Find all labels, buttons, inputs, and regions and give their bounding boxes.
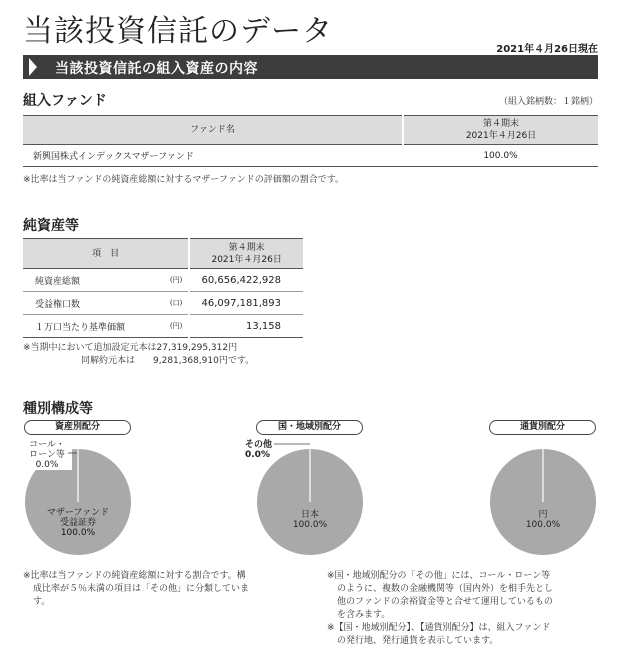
table-row — [23, 315, 303, 338]
net-assets-note-2: 同解約元本は 9,281,368,910円です。 — [81, 356, 255, 366]
region-allocation-pie — [256, 448, 364, 556]
pie-label-value: 100.0% — [525, 520, 561, 530]
pie-label-line: マザーファンド — [46, 508, 110, 518]
composition-note-right — [327, 570, 617, 648]
col-header-period-date: 2021年４月26日 — [465, 131, 537, 141]
funds-heading: 組入ファンド — [23, 93, 107, 109]
pie-label-value: 100.0% — [60, 528, 96, 538]
col-header-period-label: 第４期末 — [228, 242, 265, 253]
note-line: ※比率は当ファンドの純資産総額に対する割合です。構 — [23, 571, 246, 581]
pie-label-line: ローン等 — [29, 450, 65, 460]
fund-name-cell: 新興国株式インデックスマザーファンド — [23, 145, 403, 167]
net-assets-note-1: ※当期中において追加設定元本は27,319,295,312円 — [23, 343, 238, 353]
banner-title: 当該投資信託の組入資産の内容 — [55, 61, 258, 77]
section-banner — [23, 55, 598, 79]
note-line: 他のファンドの余裕資金等と合せて運用しているもの — [337, 597, 553, 607]
pie-label-japan — [275, 510, 345, 530]
col-header-period-date: 2021年４月26日 — [211, 254, 282, 265]
pie-label-mother-fund — [33, 508, 123, 538]
fund-value-cell: 100.0% — [403, 145, 598, 167]
composition-heading: 種別構成等 — [23, 401, 93, 417]
note-line: す。 — [33, 597, 51, 607]
row-value: 60,656,422,928 — [189, 269, 303, 292]
net-assets-heading: 純資産等 — [23, 218, 79, 234]
pie-label-value: 100.0% — [292, 520, 328, 530]
note-line: 成比率が５％未満の項目は「その他」に分類していま — [33, 584, 250, 594]
row-value: 46,097,181,893 — [189, 292, 303, 315]
pie-label-line: 受益証券 — [59, 518, 96, 528]
table-header-row — [23, 239, 303, 269]
col-header-period-label: 第４期末 — [482, 119, 519, 129]
pie-label-line: コール・ — [29, 440, 65, 450]
pie-label-line: 円 — [538, 510, 548, 520]
chevron-right-icon — [23, 55, 49, 79]
pie-label-line: その他 — [245, 440, 273, 450]
asset-allocation-title: 資産別配分 — [24, 420, 131, 435]
note-line: のように、複数の金融機関等（国内外）を相手先とし — [337, 584, 554, 594]
row-unit: (円) — [159, 315, 189, 338]
table-row — [23, 292, 303, 315]
pie-label-value: 0.0% — [245, 450, 270, 460]
pie-leader-line — [274, 442, 314, 452]
pie-label-yen — [508, 510, 578, 530]
pie-label-line: 日本 — [300, 510, 319, 520]
row-value: 13,158 — [189, 315, 303, 338]
note-line: ※【国・地域別配分】、【通貨別配分】は、組入ファンド — [327, 623, 551, 633]
note-line: の発行地、発行通貨を表示しています。 — [337, 636, 499, 646]
note-line: ※国・地域別配分の「その他」には、コール・ローン等 — [327, 571, 551, 581]
row-label-net-assets: 純資産総額 — [23, 269, 159, 292]
col-header-fund-name: ファンド名 — [23, 116, 403, 145]
currency-allocation-title: 通貨別配分 — [489, 420, 596, 435]
table-row — [23, 269, 303, 292]
row-label-units: 受益権口数 — [23, 292, 159, 315]
table-header-row — [23, 116, 598, 145]
pie-label-call-loan — [22, 440, 72, 470]
row-unit: (円) — [159, 269, 189, 292]
pie-leader-line — [68, 452, 80, 462]
col-header-period — [403, 116, 598, 145]
composition-note-left — [23, 570, 303, 609]
funds-count-note: （組入銘柄数：１銘柄） — [498, 97, 598, 107]
page-title: 当該投資信託のデータ — [23, 14, 333, 49]
row-label-nav: １万口当たり基準価額 — [23, 315, 159, 338]
col-header-item: 項 目 — [23, 239, 189, 269]
currency-allocation-pie — [489, 448, 597, 556]
col-header-period — [189, 239, 303, 269]
net-assets-table — [23, 238, 303, 338]
as-of-date: 2021年４月26日現在 — [496, 44, 598, 55]
table-row — [23, 145, 598, 167]
funds-footnote: ※比率は当ファンドの純資産総額に対するマザーファンドの評価額の割合です。 — [23, 175, 345, 185]
row-unit: (口) — [159, 292, 189, 315]
funds-table — [23, 115, 598, 167]
pie-label-value: 0.0% — [35, 460, 59, 470]
note-line: を含みます。 — [337, 610, 391, 620]
region-allocation-title: 国・地域別配分 — [256, 420, 363, 435]
